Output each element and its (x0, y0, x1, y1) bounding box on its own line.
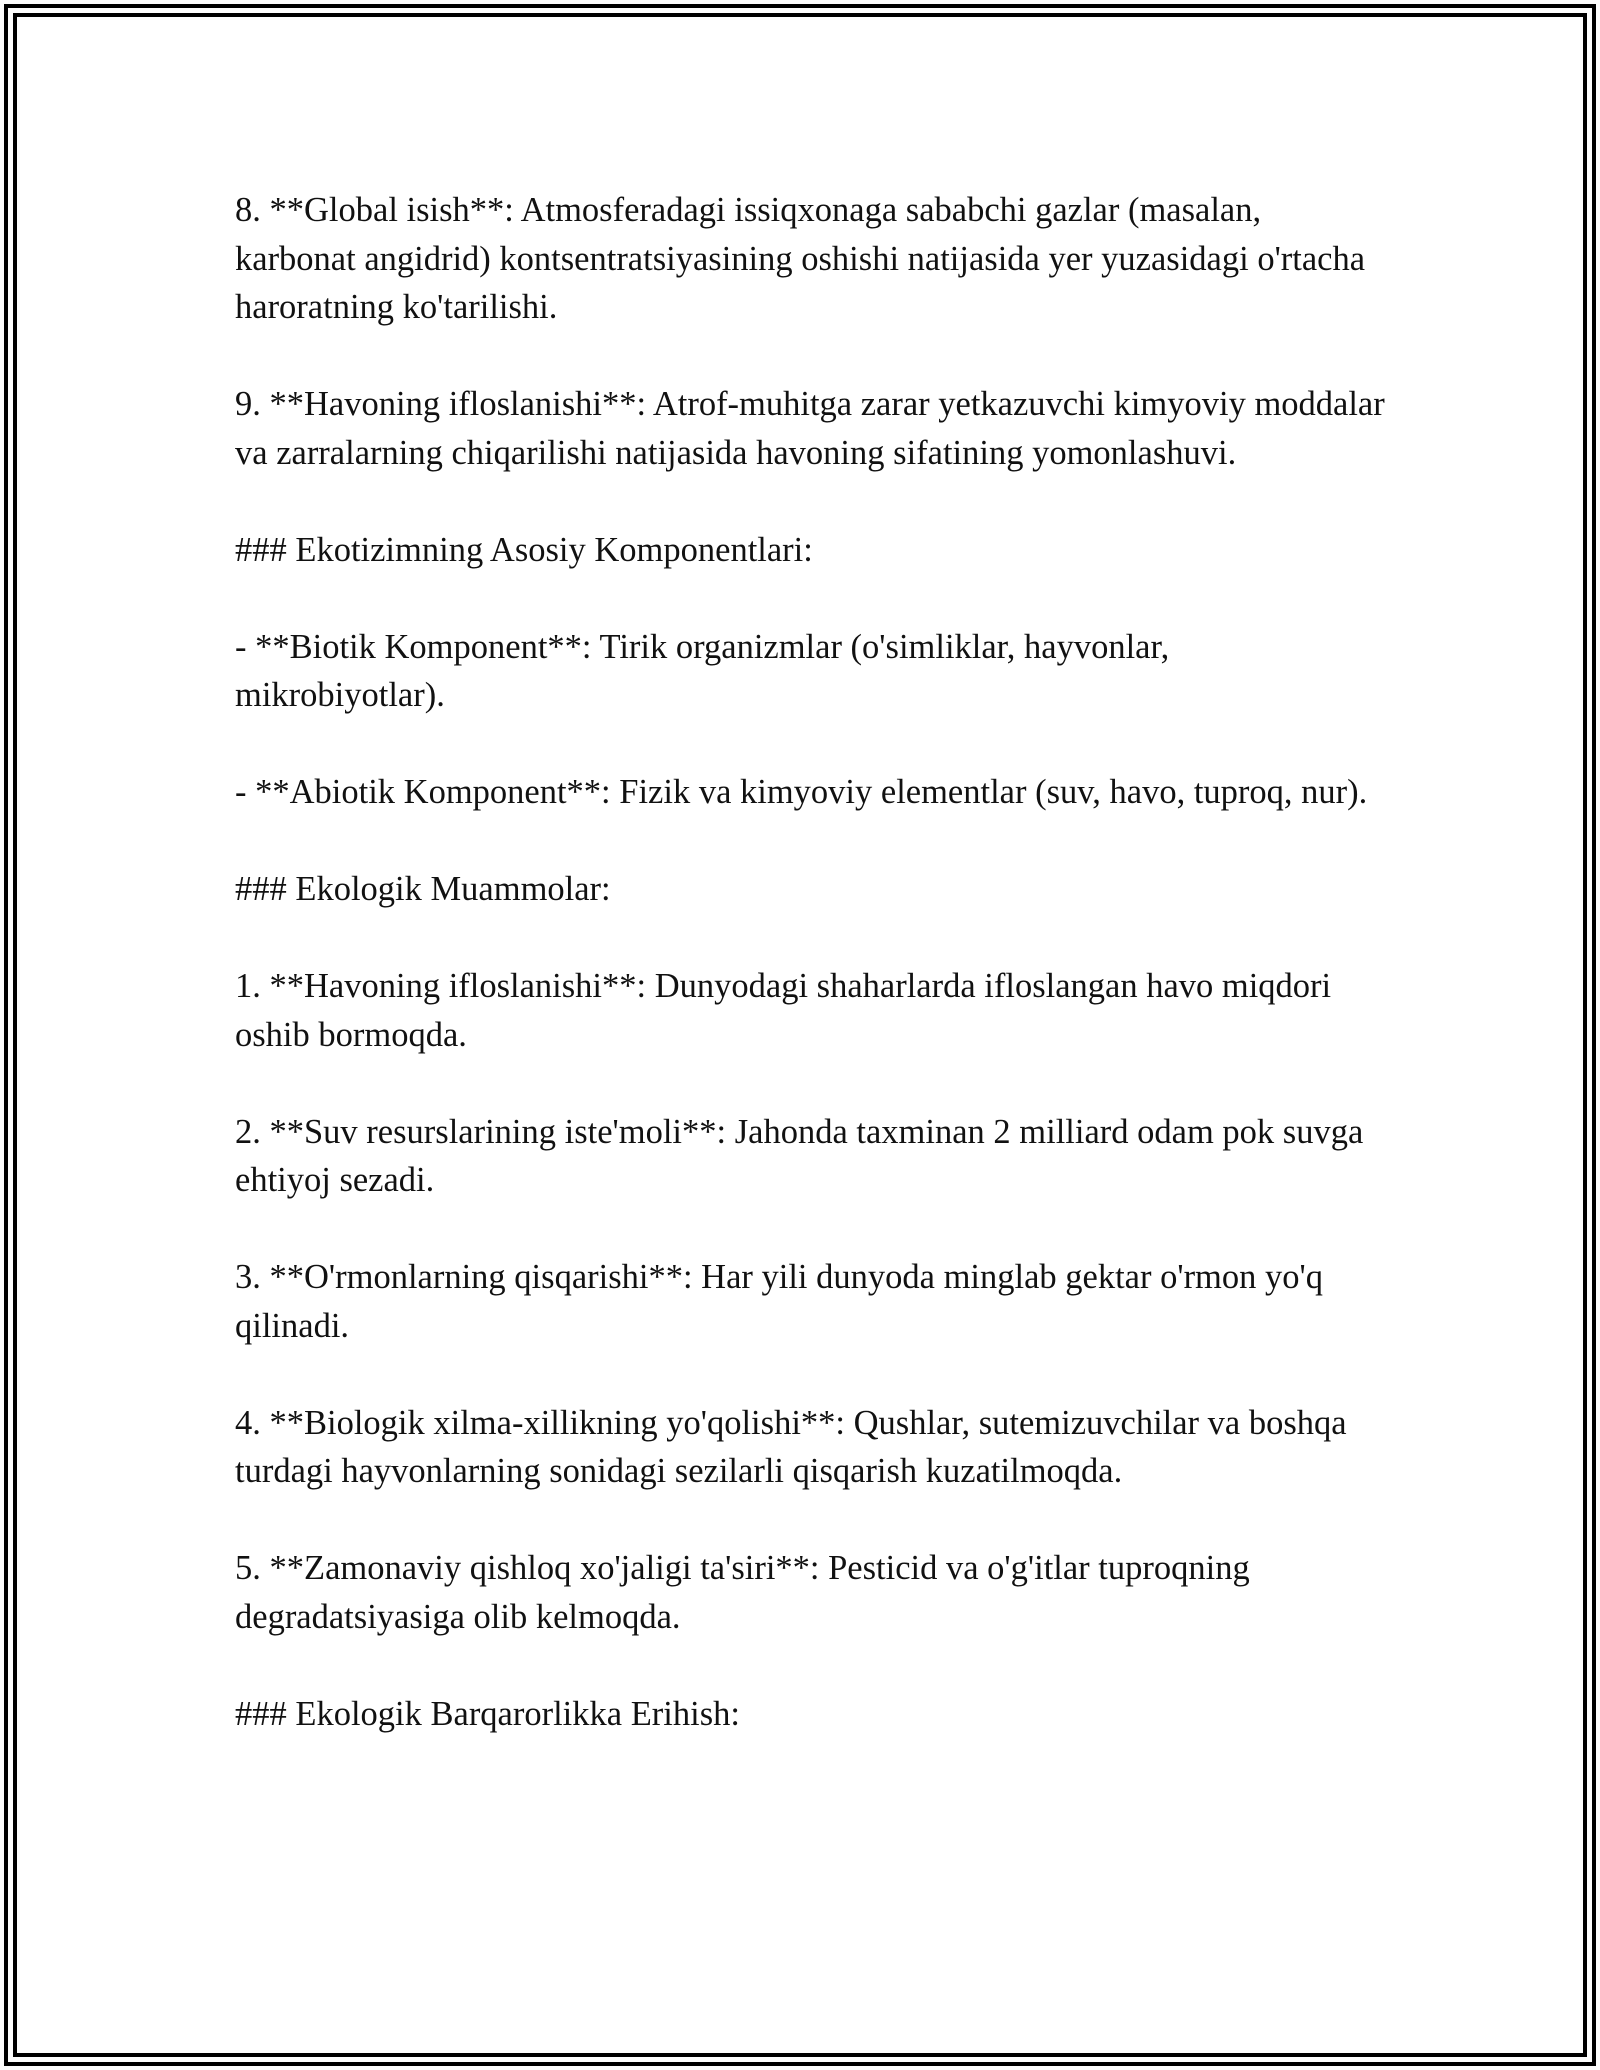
heading-ecological-problems: ### Ekologik Muammolar: (235, 870, 611, 908)
document-body (235, 186, 1385, 1787)
list-item-agriculture-impact: 5. **Zamonaviy qishloq xo'jaligi ta'siri**: Pesticid va o'g'itlar tuproqning degradatsiyasiga olib kelmoqda. (235, 1549, 1250, 1636)
list-item-water-resources: 2. **Suv resurslarining iste'moli**: Jahonda taxminan 2 milliard odam pok suvga ehtiyoj sezadi. (235, 1112, 1364, 1199)
heading-ecosystem-components: ### Ekotizimning Asosiy Komponentlari: (235, 530, 813, 569)
list-item-air-pollution: 1. **Havoning ifloslanishi**: Dunyodagi shaharlarda ifloslangan havo miqdori oshib bormoqda. (235, 967, 1332, 1054)
list-item-biotic: - **Biotik Komponent**: Tirik organizmlar (o'simliklar, hayvonlar, mikrobiyotlar). (235, 627, 1170, 714)
list-item-biodiversity-loss: 4. **Biologik xilma-xillikning yo'qolishi**: Qushlar, sutemizuvchilar va boshqa turdagi hayvonlarning sonidagi sezilarli qisqarish kuzatilmoqda. (235, 1403, 1347, 1490)
paragraph-air-pollution-definition: 9. **Havoning ifloslanishi**: Atrof-muhitga zarar yetkazuvchi kimyoviy moddalar va zarralarning chiqarilishi natijasida havoning sifatining yomonlashuvi. (235, 385, 1385, 472)
paragraph-global-warming: 8. **Global isish**: Atmosferadagi issiqxonaga sababchi gazlar (masalan, karbonat angidrid) kontsentratsiyasining oshishi natijasida yer yuzasidagi o'rtacha haroratning ko'tarilishi. (235, 191, 1366, 326)
heading-ecological-sustainability: ### Ekologik Barqarorlikka Erihish: (235, 1694, 740, 1733)
list-item-abiotic: - **Abiotik Komponent**: Fizik va kimyoviy elementlar (suv, havo, tuproq, nur). (235, 773, 1368, 811)
list-item-deforestation: 3. **O'rmonlarning qisqarishi**: Har yili dunyoda minglab gektar o'rmon yo'q qilinadi. (235, 1258, 1323, 1345)
